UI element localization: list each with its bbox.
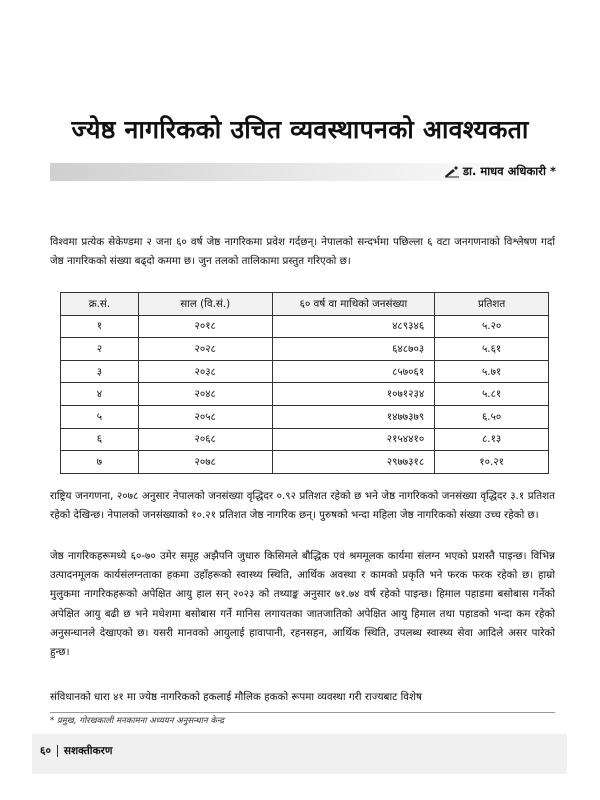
footnote-divider [50, 712, 555, 713]
page-number: ६० [40, 745, 51, 757]
cell-year: २०२८ [138, 338, 272, 361]
cell-population: १४७७३७९ [272, 405, 435, 428]
cell-serial: ३ [61, 360, 139, 383]
col-header-serial: क्र.सं. [61, 293, 139, 316]
cell-percent: ५.८१ [435, 383, 549, 406]
pen-icon [444, 166, 460, 178]
publication-name: सशक्तीकरण [63, 745, 113, 757]
elderly-population-table [60, 292, 549, 474]
constitution-paragraph: संविधानको धारा ४१ मा ज्येष्ठ नागरिकको हकलाई मौलिक हकको रूपमा व्यवस्था गरी राज्यबाट विशेष [50, 691, 422, 703]
page-title: ज्येष्ठ नागरिकको उचित व्यवस्थापनको आवश्यकता [71, 115, 529, 144]
table-row [61, 405, 549, 428]
cell-population: ८५७०६१ [272, 360, 435, 383]
cell-percent: ८.१३ [435, 428, 549, 451]
footnote: * प्रमुख, गोरखकाली मनकामना अध्ययन अनुसन्धान केन्द्र [50, 716, 225, 726]
cell-year: २०५८ [138, 405, 272, 428]
cell-serial: १ [61, 315, 139, 338]
cell-percent: ५.६१ [435, 338, 549, 361]
cell-year: २०७८ [138, 451, 272, 474]
col-header-population: ६० वर्ष वा माथिको जनसंख्या [272, 293, 435, 316]
table-row [61, 451, 549, 474]
table-row [61, 338, 549, 361]
cell-year: २०१८ [138, 315, 272, 338]
cell-population: १०७१२३४ [272, 383, 435, 406]
author-line [444, 164, 556, 179]
cell-serial: ४ [61, 383, 139, 406]
cell-percent: ५.२० [435, 315, 549, 338]
census-paragraph: राष्ट्रिय जनगणना, २०७८ अनुसार नेपालको जनसंख्या वृद्धिदर ०.९२ प्रतिशत रहेको छ भने जेष्ठ नागरिकको जनसंख्या वृद्धिदर ३.१ प्रतिशत रहेको देखिन्छ। नेपालको जनसंख्याको १०.२१ प्रतिशत जेष्ठ नागरिक छन्। पुरुषको भन्दा महिला जेष्ठ नागरिकको संख्या उच्च रहेको छ। [50, 490, 555, 522]
table-header-row [61, 293, 549, 316]
cell-population: ६४८७०३ [272, 338, 435, 361]
cell-percent: ५.७१ [435, 360, 549, 383]
table-row [61, 383, 549, 406]
cell-population: २१५४४१० [272, 428, 435, 451]
cell-serial: ५ [61, 405, 139, 428]
cell-year: २०३८ [138, 360, 272, 383]
cell-percent: १०.२१ [435, 451, 549, 474]
life-expectancy-paragraph: जेष्ठ नागरिकहरूमध्ये ६०-७० उमेर समूह अझैपनि जुधारु किसिमले बौद्धिक एवं श्रममूलक कार्यमा संलग्न भएको प्रशस्तै पाइन्छ। विभिन्न उत्पादनमूलक कार्यसंलग्नताका हकमा उहाँहरूको स्वास्थ्य स्थिति, आर्थिक अवस्था र कामको प्रकृति भने फरक फरक रहेको छ। हाम्रो मुलुकमा नागरिकहरूको अपेक्षित आयु हाल सन् २०२३ को तथ्याङ्क अनुसार ७१.७४ वर्ष रहेको पाइन्छ। हिमाल पहाडमा बसोबास गर्नेको अपेक्षित आयु बढी छ भने मधेशमा बसोबास गर्ने मानिस लगायतका जातजातिको अपेक्षित आयु हिमाल तथा पहाडको भन्दा कम रहेको अनुसन्धानले देखाएको छ। यसरी मानवको आयुलाई हावापानी, रहनसहन, आर्थिक स्थिति, उपलब्ध स्वास्थ्य सेवा आदिले असर पारेको हुन्छ। [50, 550, 555, 659]
author-name: डा. माधव अधिकारी * [462, 164, 556, 178]
cell-year: २०६८ [138, 428, 272, 451]
table-row [61, 360, 549, 383]
col-header-year: साल (वि.सं.) [138, 293, 272, 316]
cell-population: २९७७३१८ [272, 451, 435, 474]
col-header-percent: प्रतिशत [435, 293, 549, 316]
table-row [61, 315, 549, 338]
cell-serial: ७ [61, 451, 139, 474]
cell-percent: ६.५० [435, 405, 549, 428]
page-footer [40, 744, 112, 758]
cell-population: ४८९३४६ [272, 315, 435, 338]
footer-divider [57, 745, 58, 757]
cell-serial: ६ [61, 428, 139, 451]
table-row [61, 428, 549, 451]
cell-year: २०४८ [138, 383, 272, 406]
cell-serial: २ [61, 338, 139, 361]
intro-paragraph: विश्वमा प्रत्येक सेकेण्डमा २ जना ६० वर्ष जेष्ठ नागरिकमा प्रवेश गर्दछन्। नेपालको सन्दर्भमा पछिल्ला ६ वटा जनगणनाको विश्लेषण गर्दा जेष्ठ नागरिकको संख्या बढ्दो कममा छ। जुन तलको तालिकामा प्रस्तुत गरिएको छ। [50, 236, 555, 268]
